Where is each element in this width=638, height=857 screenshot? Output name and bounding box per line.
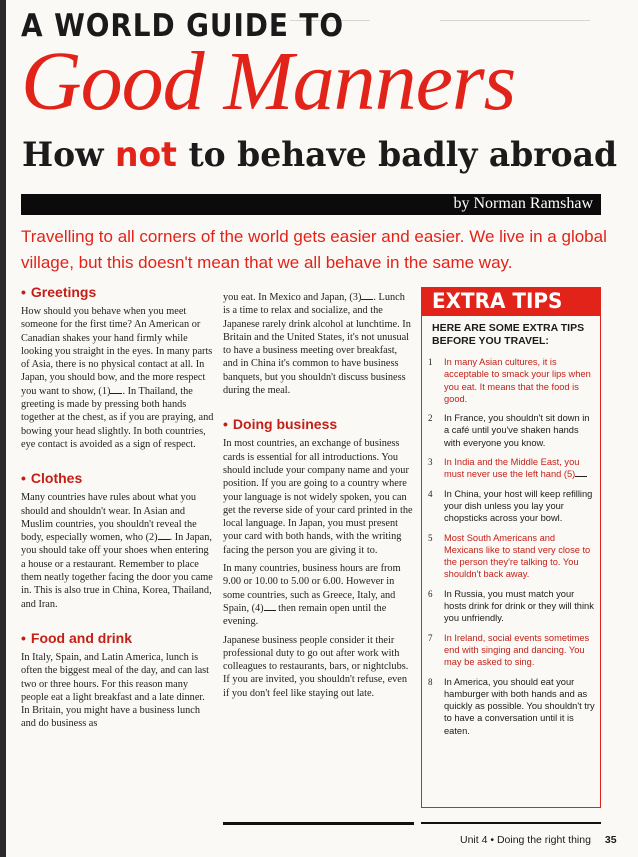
tip-number: 8: [428, 676, 433, 687]
tip-number: 7: [428, 632, 433, 643]
page-footer: [460, 834, 617, 846]
bullet-icon: •: [223, 416, 228, 433]
tip-item: [428, 412, 596, 449]
gap-blank: [361, 299, 373, 300]
clothes-paragraph: [21, 491, 215, 611]
tip-number: 2: [428, 413, 433, 424]
column-end-rule: [223, 822, 414, 825]
tip-text: In Ireland, social events sometimes end with singing and dancing. You may be asked to sing.: [444, 632, 590, 668]
extra-tips-header: [422, 288, 600, 316]
section-heading-clothes: [21, 470, 215, 487]
sidebar-end-rule: [421, 822, 601, 824]
tip-number: 6: [428, 588, 433, 599]
byline-bar: [21, 194, 601, 215]
subtitle-end: to behave badly abroad: [176, 135, 618, 175]
tip-text: In India and the Middle East, you must never use the left hand (5): [444, 457, 580, 480]
gap-blank: [575, 476, 587, 477]
tip-number: 4: [428, 488, 433, 499]
tip-text: In many Asian cultures, it is acceptable to smack your lips when you eat. It means that the food is good.: [444, 357, 591, 404]
page-binding-edge: [0, 0, 6, 857]
subtitle-start: How: [22, 135, 116, 175]
tip-number: 5: [428, 532, 433, 543]
tip-text: In Russia, you must match your hosts drink for drink or they will think you unfriendly.: [444, 588, 594, 624]
section-heading-greetings: [21, 284, 215, 301]
clothes-text: Many countries have rules about what you should and shouldn't wear. In Asian and Muslim countries, you shouldn't reveal the body, especially women, who (2): [21, 492, 197, 544]
tip-number: 1: [428, 357, 433, 367]
food-continued-paragraph: [223, 291, 414, 397]
section-heading-business: [223, 416, 414, 433]
tip-number: 3: [428, 457, 433, 468]
greetings-text: How should you behave when you meet someone for the first time? An American or Canadian shakes your hand firmly while looking you straight in the eyes. In many parts of Asia, there is no physical contact at all. In Japan, you should bow, and the more respect you want to show,: [21, 306, 213, 397]
bullet-icon: •: [21, 629, 26, 646]
page-subtitle: [22, 135, 617, 175]
food-paragraph: In Italy, Spain, and Latin America, lunch is often the biggest meal of the day, and can last two or three hours. For this reason many people eat a light breakfast and a late dinner. In Britain, you might have a business lunch and do business as: [21, 651, 210, 730]
section-heading-text: Doing business: [232, 416, 338, 433]
tip-item: [428, 588, 596, 625]
subtitle-highlight: not: [115, 135, 177, 175]
food-text: . Lunch is a time to relax and socialize, and the Japanese rarely drink alcohol at lunchtime. In Britain and the United States, it's not unusual to have a business meeting over breakfast, and in China it's common to have business banquets, but you shouldn't discuss business during the meal.: [223, 292, 411, 397]
article-column-2: [223, 291, 414, 705]
section-heading-text: Greetings: [30, 284, 97, 300]
business-paragraph-1: In most countries, an exchange of business cards is essential for all introductions. You should include your company name and your position. If you are going to a country where your language is not widely spoken, you can get the reverse side of your card printed in the local language. In Japan, you must present your card with both hands, with the writing facing the person you are giving it to.: [223, 438, 413, 556]
gap-number: (1): [98, 385, 111, 397]
gap-blank: [158, 539, 170, 540]
tip-item: [428, 488, 596, 525]
page-number: 35: [604, 834, 617, 846]
clothes-text: . In Japan, you should take off your shoes when entering a house or a restaurant. Remember to place them neatly together facing the door you came in. This is also true in China, Korea, Thailand, and Iran.: [21, 532, 213, 610]
greetings-paragraph: [21, 305, 215, 451]
tips-list: [428, 356, 596, 744]
extra-tips-box: [421, 287, 601, 808]
extra-tips-title: EXTRA TIPS: [432, 289, 563, 313]
gap-blank: [110, 393, 122, 394]
article-column-1: [21, 284, 215, 736]
unit-label: Unit 4 • Doing the right thing: [460, 834, 591, 846]
tip-item: [428, 356, 596, 405]
tip-item: [428, 532, 596, 581]
tip-text: Most South Americans and Mexicans like to stand very close to the person they're talking to. You shouldn't back away.: [444, 532, 591, 580]
section-heading-text: Food and drink: [30, 629, 133, 646]
section-heading-food: [21, 630, 215, 647]
page-title: Good Manners: [21, 35, 516, 128]
previous-page-show-through: [440, 20, 590, 21]
intro-paragraph: Travelling to all corners of the world gets easier and easier. We live in a global village, but this doesn't mean that we all behave in the same way.: [21, 227, 607, 272]
tip-item: [428, 456, 596, 481]
tip-text: In America, you should eat your hamburger with both hands and as quickly as possible. You shouldn't try to have a conversation until it is eaten.: [444, 676, 595, 736]
food-text: you eat. In Mexico and Japan, (3): [223, 292, 362, 303]
author-byline: by Norman Ramshaw: [453, 195, 593, 212]
business-paragraph-3: Japanese business people consider it their professional duty to go out after work with colleagues to restaurants, bars, or nightclubs. If you are invited, you shouldn't refuse, even if you don't feel like staying out late.: [223, 634, 409, 699]
bullet-icon: •: [21, 284, 26, 300]
tip-item: [428, 676, 596, 737]
business-paragraph-2: [223, 562, 414, 628]
greetings-text: . In Thailand, the greeting is made by pressing both hands together at the chest, as if you are praying, and bowing your head slightly. In both countries, eye contact is avoided as a sign of respect.: [21, 385, 214, 450]
bullet-icon: •: [21, 470, 26, 487]
business-text: In many countries, business hours are from 9.00 or 10.00 to 5.00 or 6.00. However in some countries, such as Greece, Italy, and Spain, (4): [223, 563, 401, 614]
tip-item: [428, 632, 596, 669]
section-heading-text: Clothes: [30, 470, 83, 487]
extra-tips-intro: HERE ARE SOME EXTRA TIPS BEFORE YOU TRAVEL:: [432, 322, 585, 347]
tip-text: In France, you shouldn't sit down in a café until you've shaken hands with everyone you know.: [444, 413, 590, 448]
business-text: then remain open until the evening.: [223, 602, 387, 628]
gap-blank: [264, 610, 276, 611]
kicker-heading: A WORLD GUIDE TO: [21, 8, 344, 44]
tip-text: In China, your host will keep refilling your dish unless you lay your chopsticks across your bowl.: [444, 488, 593, 524]
